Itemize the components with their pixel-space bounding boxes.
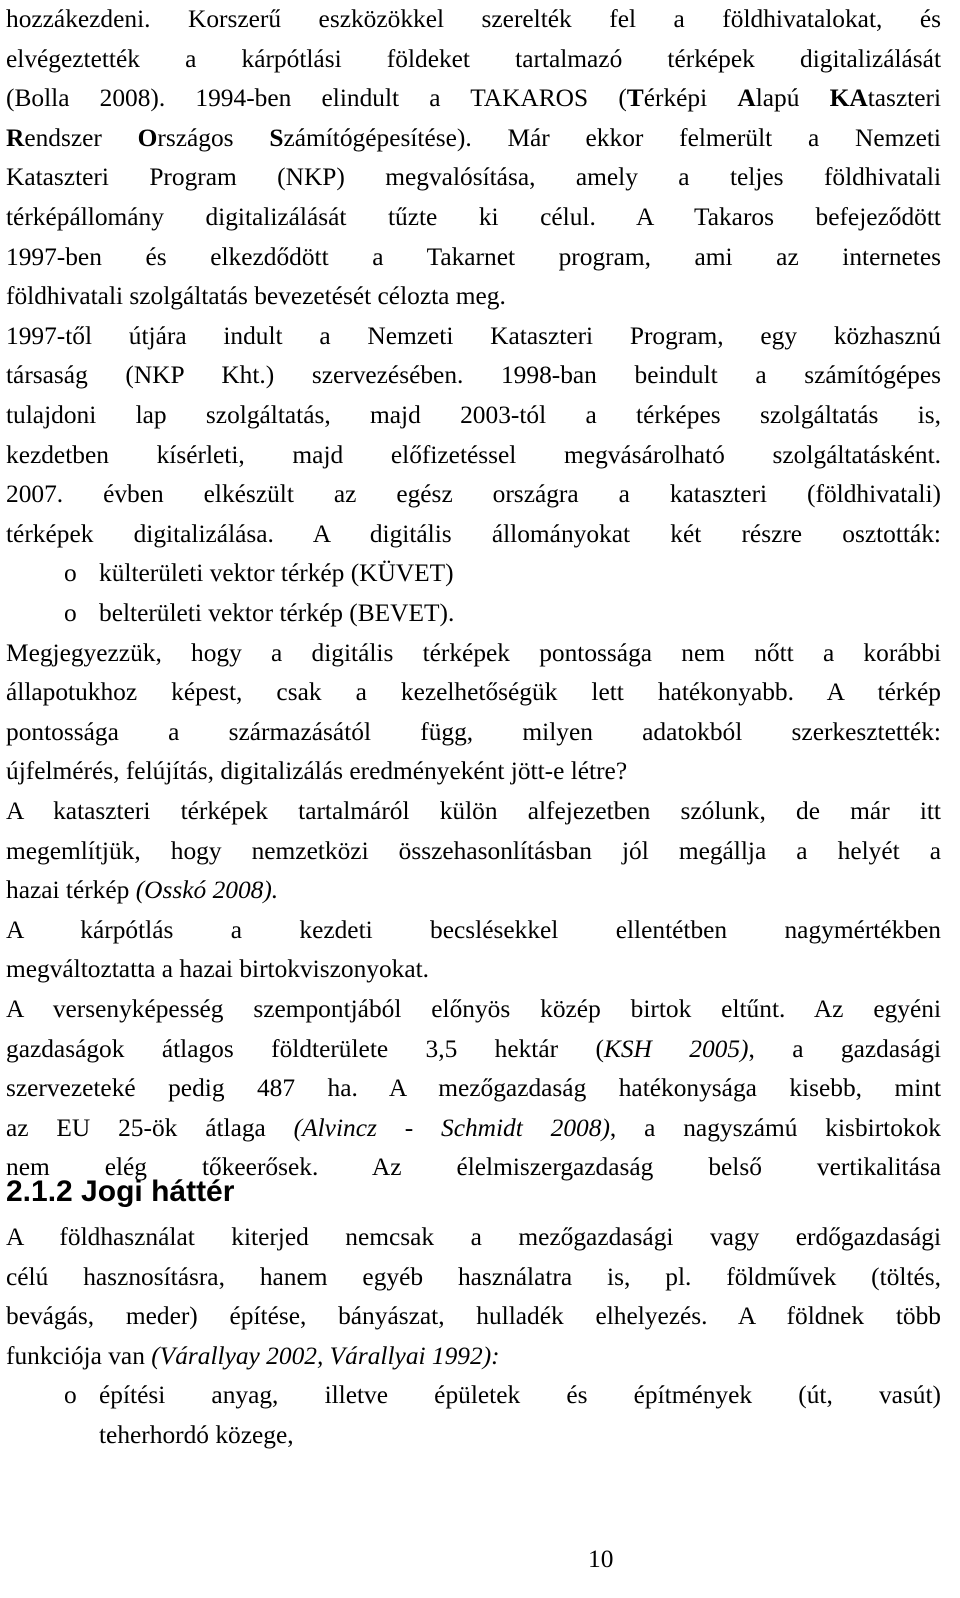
text-line: térképállomány digitalizálását tűzte ki célul. A Takaros befejeződött — [6, 203, 941, 231]
list-item-text: belterületi vektor térkép (BEVET). — [99, 599, 455, 627]
text-line: pontossága a származásától függ, milyen adatokból szerkesztették: — [6, 717, 941, 746]
text-line: hazai térkép (Osskó 2008). — [6, 876, 279, 905]
text-line: A földhasználat kiterjed nemcsak a mezőgazdasági vagy erdőgazdasági — [6, 1223, 941, 1251]
text-line: célú hasznosításra, hanem egyéb használatra is, pl. földművek (töltés, — [6, 1262, 941, 1291]
text-line: újfelmérés, felújítás, digitalizálás eredményeként jött-e létre? — [6, 757, 628, 786]
text-line: Rendszer Országos Számítógépesítése). Már ekkor felmerült a Nemzeti — [6, 123, 941, 152]
bullet-marker: o — [64, 1381, 77, 1410]
text-line: megemlítjük, hogy nemzetközi összehasonlításban jól megállja a helyét a — [6, 836, 941, 865]
text-line: 1997-től útjára indult a Nemzeti Kataszteri Program, egy közhasznú — [6, 321, 941, 350]
bullet-marker: o — [64, 559, 77, 588]
text-line: Megjegyezzük, hogy a digitális térképek pontossága nem nőtt a korábbi — [6, 638, 941, 667]
text-line: szervezeteké pedig 487 ha. A mezőgazdaság hatékonysága kisebb, mint — [6, 1074, 941, 1103]
text-line: megváltoztatta a hazai birtokviszonyokat. — [6, 955, 430, 984]
text-line: Kataszteri Program (NKP) megvalósítása, amely a teljes földhivatali — [6, 163, 941, 192]
text-line: hozzákezdeni. Korszerű eszközökkel szerelték fel a földhivatalokat, és — [6, 5, 941, 33]
list-item-text: építési anyag, illetve épületek és építmények (út, vasút) — [99, 1381, 941, 1410]
text-line: A versenyképesség szempontjából előnyös közép birtok eltűnt. Az egyéni — [6, 995, 941, 1023]
citation: (Várallyay 2002, Várallyai 1992): — [151, 1341, 500, 1370]
text-line: tulajdoni lap szolgáltatás, majd 2003-tól a térképes szolgáltatás is, — [6, 401, 941, 429]
bullet-marker: o — [64, 599, 77, 627]
text-line: funkciója van (Várallyay 2002, Várallyai 1992): — [6, 1341, 500, 1370]
list-item — [64, 594, 454, 634]
citation: (Alvincz - Schmidt 2008) — [293, 1113, 610, 1142]
text-line: nem elég tőkeerősek. Az élelmiszergazdaság belső vertikalitása — [6, 1153, 941, 1182]
citation: (Osskó 2008). — [135, 876, 279, 905]
text-line: A kárpótlás a kezdeti becslésekkel ellentétben nagymértékben — [6, 915, 941, 944]
list-item — [64, 1376, 941, 1456]
text-line: az EU 25-ök átlaga (Alvincz - Schmidt 2008), a nagyszámú kisbirtokok — [6, 1113, 941, 1142]
list-item-text: teherhordó közege, — [99, 1420, 294, 1449]
text-line: földhivatali szolgáltatás bevezetését célozta meg. — [6, 282, 506, 311]
text-line: állapotukhoz képest, csak a kezelhetőségük lett hatékonyabb. A térkép — [6, 678, 941, 707]
citation: KSH 2005) — [603, 1034, 749, 1063]
text-line: 2007. évben elkészült az egész országra a kataszteri (földhivatali) — [6, 480, 941, 509]
text-line: gazdaságok átlagos földterülete 3,5 hektár (KSH 2005), a gazdasági — [6, 1034, 941, 1063]
text-line: 1997-ben és elkezdődött a Takarnet program, ami az internetes — [6, 242, 941, 271]
text-line: társaság (NKP Kht.) szervezésében. 1998-ban beindult a számítógépes — [6, 361, 941, 390]
section-heading: 2.1.2 Jogi háttér — [6, 1175, 235, 1208]
page-number: 10 — [588, 1545, 614, 1573]
text-line: A kataszteri térképek tartalmáról külön alfejezetben szólunk, de már itt — [6, 797, 941, 825]
text-line: térképek digitalizálása. A digitális állományokat két részre osztották: — [6, 519, 941, 548]
text-line: (Bolla 2008). 1994-ben elindult a TAKAROS (Térképi Alapú KAtaszteri — [6, 84, 941, 113]
list-item — [64, 554, 454, 594]
list-item-text: külterületi vektor térkép (KÜVET) — [99, 559, 454, 588]
text-line: elvégeztették a kárpótlási földeket tartalmazó térképek digitalizálását — [6, 44, 941, 73]
text-line: kezdetben kísérleti, majd előfizetéssel megvásárolható szolgáltatásként. — [6, 440, 941, 469]
text-line: bevágás, meder) építése, bányászat, hulladék elhelyezés. A földnek több — [6, 1302, 941, 1331]
